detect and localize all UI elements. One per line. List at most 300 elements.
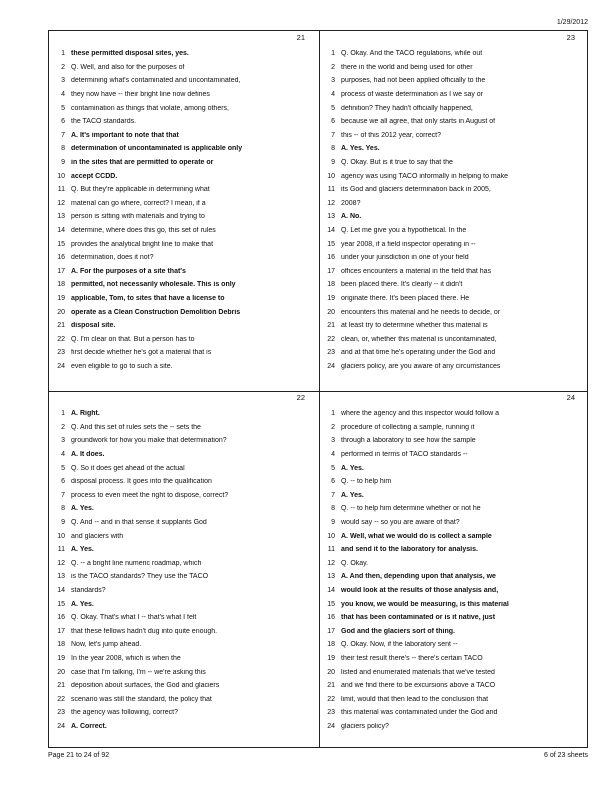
line-number: 8 xyxy=(331,145,335,153)
line-text: clean, or, whether this material is uncontaminated, xyxy=(341,335,497,343)
line-number: 20 xyxy=(327,668,335,676)
line-number: 18 xyxy=(57,641,65,649)
line-text: Q. But they're applicable in determining what xyxy=(71,186,210,194)
line-text: they now have -- their bright line now defines xyxy=(71,91,210,99)
transcript-line xyxy=(49,169,319,183)
transcript-line xyxy=(319,570,589,584)
transcript-line xyxy=(49,557,319,571)
transcript-line xyxy=(49,461,319,475)
line-number: 9 xyxy=(331,159,335,167)
transcript-line xyxy=(49,516,319,530)
line-text: through a laboratory to see how the sample xyxy=(341,437,476,445)
line-number: 18 xyxy=(327,281,335,289)
transcript-line xyxy=(49,570,319,584)
line-text: determination of uncontaminated is applicable only xyxy=(71,145,243,153)
line-text: glaciers policy, are you aware of any circumstances xyxy=(341,362,501,370)
transcript-line xyxy=(319,101,589,115)
transcript-line xyxy=(319,638,589,652)
line-number: 24 xyxy=(327,722,335,730)
line-text: listed and enumerated materials that we've tested xyxy=(341,668,495,676)
line-text: been placed there. It's clearly -- it didn't xyxy=(341,281,463,289)
transcript-line xyxy=(319,529,589,543)
line-text: the agency was following, correct? xyxy=(71,709,178,717)
transcript-line xyxy=(319,210,589,224)
line-number: 1 xyxy=(331,50,335,58)
line-number: 22 xyxy=(327,335,335,343)
line-number: 19 xyxy=(57,294,65,302)
line-text: you know, we would be measuring, is this material xyxy=(341,600,509,608)
transcript-line xyxy=(49,224,319,238)
line-number: 16 xyxy=(57,614,65,622)
line-number: 14 xyxy=(327,227,335,235)
line-number: 5 xyxy=(331,464,335,472)
transcript-line xyxy=(319,597,589,611)
line-text: process of waste determination as I we say or xyxy=(341,91,484,99)
transcript-line xyxy=(319,360,589,374)
transcript-line xyxy=(319,129,589,143)
transcript-line xyxy=(319,88,589,102)
transcript-line xyxy=(49,625,319,639)
transcript-line xyxy=(319,706,589,720)
line-text: disposal site. xyxy=(71,322,116,330)
footer-page-range: Page 21 to 24 of 92 xyxy=(48,752,110,759)
transcript-line xyxy=(49,210,319,224)
transcript-line xyxy=(319,434,589,448)
line-number: 12 xyxy=(57,199,65,207)
line-text: because we all agree, that only starts in August of xyxy=(341,118,496,126)
transcript-line xyxy=(49,88,319,102)
line-number: 4 xyxy=(331,451,335,459)
line-number: 22 xyxy=(57,695,65,703)
line-text: A. Correct. xyxy=(71,722,107,730)
transcript-line xyxy=(49,448,319,462)
transcript-line xyxy=(319,611,589,625)
line-number: 23 xyxy=(327,349,335,357)
line-text: and send it to the laboratory for analysis. xyxy=(341,546,478,554)
line-number: 23 xyxy=(57,709,65,717)
line-number: 11 xyxy=(327,546,335,554)
transcript-line xyxy=(319,319,589,333)
transcript-line xyxy=(319,197,589,211)
line-text: the TACO standards. xyxy=(71,118,137,126)
transcript-line xyxy=(319,169,589,183)
line-text: this material was contaminated under the God and xyxy=(341,709,498,717)
line-text: A. Well, what we would do is collect a sample xyxy=(341,532,492,540)
line-number: 10 xyxy=(57,532,65,540)
line-text: standards? xyxy=(71,587,106,595)
transcript-line xyxy=(49,692,319,706)
transcript-line xyxy=(49,292,319,306)
line-number: 24 xyxy=(327,362,335,370)
line-text: at least try to determine whether this material is xyxy=(341,322,488,330)
line-number: 8 xyxy=(61,145,65,153)
line-number: 16 xyxy=(327,614,335,622)
line-text: Q. Okay. xyxy=(341,559,369,567)
line-number: 19 xyxy=(327,654,335,662)
line-number: 16 xyxy=(57,254,65,262)
line-text: Now, let's jump ahead. xyxy=(71,641,142,649)
transcript-line xyxy=(49,706,319,720)
line-text: and glaciers with xyxy=(71,532,124,540)
transcript-line xyxy=(49,679,319,693)
line-number: 14 xyxy=(327,587,335,595)
transcript-line xyxy=(319,251,589,265)
line-number: 13 xyxy=(57,573,65,581)
line-text: 2008? xyxy=(341,199,361,207)
line-text: would look at the results of those analysis and, xyxy=(341,587,499,595)
line-text: these permitted disposal sites, yes. xyxy=(71,50,189,58)
transcript-line xyxy=(49,305,319,319)
line-text: A. Yes. xyxy=(71,546,94,554)
line-text: Q. Okay. That's what I -- that's what I felt xyxy=(71,614,197,622)
transcript-line xyxy=(49,251,319,265)
line-number: 7 xyxy=(331,491,335,499)
line-number: 6 xyxy=(331,478,335,486)
page-23 xyxy=(319,31,589,391)
transcript-line xyxy=(319,115,589,129)
line-number: 3 xyxy=(61,437,65,445)
line-text: encounters this material and he needs to decide, or xyxy=(341,308,501,316)
line-number: 16 xyxy=(327,254,335,262)
line-number: 1 xyxy=(331,410,335,418)
transcript-line xyxy=(49,407,319,421)
line-number: 7 xyxy=(61,491,65,499)
line-text: In the year 2008, which is when the xyxy=(71,654,181,662)
line-number: 21 xyxy=(57,322,65,330)
line-number: 12 xyxy=(327,199,335,207)
line-number: 1 xyxy=(61,50,65,58)
page-lines xyxy=(49,47,319,373)
line-number: 2 xyxy=(331,423,335,431)
transcript-line xyxy=(49,319,319,333)
line-number: 11 xyxy=(57,546,65,554)
line-text: would say -- so you are aware of that? xyxy=(341,519,460,527)
line-text: their test result there's -- there's certain TACO xyxy=(341,654,483,662)
transcript-line xyxy=(49,129,319,143)
line-number: 2 xyxy=(331,63,335,71)
transcript-line xyxy=(49,278,319,292)
line-number: 2 xyxy=(61,423,65,431)
transcript-line xyxy=(49,197,319,211)
line-number: 10 xyxy=(327,532,335,540)
line-text: that these fellows hadn't dug into quite enough. xyxy=(71,627,218,635)
footer-sheet-count: 6 of 23 sheets xyxy=(544,752,588,759)
transcript-line xyxy=(49,421,319,435)
line-number: 17 xyxy=(327,627,335,635)
line-text: material can go where, correct? I mean, if a xyxy=(71,199,206,207)
line-number: 24 xyxy=(57,362,65,370)
transcript-line xyxy=(49,183,319,197)
transcript-line xyxy=(319,584,589,598)
transcript-line xyxy=(319,74,589,88)
line-number: 3 xyxy=(331,437,335,445)
line-text: performed in terms of TACO standards -- xyxy=(341,451,468,459)
line-text: Q. -- to help him determine whether or not he xyxy=(341,505,481,513)
transcript-line xyxy=(49,475,319,489)
page-lines xyxy=(319,47,589,373)
line-number: 7 xyxy=(331,131,335,139)
line-text: determination, does it not? xyxy=(71,254,154,262)
transcript-line xyxy=(49,611,319,625)
line-number: 11 xyxy=(327,186,335,194)
transcript-line xyxy=(319,679,589,693)
line-number: 4 xyxy=(61,91,65,99)
line-number: 3 xyxy=(61,77,65,85)
transcript-line xyxy=(319,292,589,306)
line-number: 2 xyxy=(61,63,65,71)
line-number: 9 xyxy=(61,159,65,167)
line-text: first decide whether he's got a material that is xyxy=(71,349,212,357)
transcript-line xyxy=(319,502,589,516)
transcript-line xyxy=(49,360,319,374)
line-text: Q. Okay. Now, if the laboratory sent -- xyxy=(341,641,458,649)
transcript-line xyxy=(49,101,319,115)
line-number: 15 xyxy=(57,600,65,608)
line-number: 5 xyxy=(61,104,65,112)
transcript-line xyxy=(49,543,319,557)
line-text: A. And then, depending upon that analysis, we xyxy=(341,573,496,581)
line-number: 17 xyxy=(57,267,65,275)
transcript-line xyxy=(319,665,589,679)
line-text: Q. And -- and in that sense it supplants God xyxy=(71,519,207,527)
line-number: 19 xyxy=(327,294,335,302)
line-text: A. It does. xyxy=(71,451,105,459)
line-text: Q. Okay. And the TACO regulations, while out xyxy=(341,50,483,58)
transcript-line xyxy=(319,305,589,319)
line-text: God and the glaciers sort of thing. xyxy=(341,627,455,635)
line-number: 17 xyxy=(327,267,335,275)
transcript-line xyxy=(49,47,319,61)
line-text: A. Yes. xyxy=(341,464,364,472)
line-number: 14 xyxy=(57,587,65,595)
line-text: case that I'm talking, I'm -- we're asking this xyxy=(71,668,206,676)
line-number: 13 xyxy=(57,213,65,221)
transcript-line xyxy=(319,625,589,639)
line-text: permitted, not necessarily wholesale. This is only xyxy=(71,281,236,289)
line-text: accept CCDD. xyxy=(71,172,118,180)
line-text: groundwork for how you make that determination? xyxy=(71,437,227,445)
transcript-line xyxy=(319,278,589,292)
transcript-line xyxy=(49,115,319,129)
transcript-line xyxy=(319,47,589,61)
line-text: this -- of this 2012 year, correct? xyxy=(341,131,441,139)
transcript-line xyxy=(319,652,589,666)
line-text: process to even meet the right to dispose, correct? xyxy=(71,491,229,499)
line-number: 18 xyxy=(57,281,65,289)
line-number: 14 xyxy=(57,227,65,235)
line-text: Q. Okay. But is it true to say that the xyxy=(341,159,453,167)
transcript-line xyxy=(319,346,589,360)
page-number: 24 xyxy=(566,393,575,402)
line-text: Q. -- a bright line numeric roadmap, which xyxy=(71,559,202,567)
line-text: originate there. It's been placed there. He xyxy=(341,294,470,302)
transcript-line xyxy=(319,421,589,435)
transcript-line xyxy=(49,74,319,88)
line-text: Q. -- to help him xyxy=(341,478,392,486)
line-text: A. Yes. xyxy=(341,491,364,499)
line-text: Q. And this set of rules sets the -- sets the xyxy=(71,423,201,431)
line-text: offices encounters a material in the field that has xyxy=(341,267,492,275)
line-number: 8 xyxy=(61,505,65,513)
line-number: 4 xyxy=(331,91,335,99)
line-text: and we find there to be excursions above a TACO xyxy=(341,682,496,690)
transcript-sheet xyxy=(48,30,588,748)
page-22 xyxy=(49,391,319,751)
line-number: 13 xyxy=(327,573,335,581)
transcript-line xyxy=(319,407,589,421)
line-number: 13 xyxy=(327,213,335,221)
transcript-line xyxy=(49,237,319,251)
line-number: 12 xyxy=(57,559,65,567)
line-text: in the sites that are permitted to operate or xyxy=(71,159,214,167)
transcript-line xyxy=(49,597,319,611)
page-lines xyxy=(49,407,319,733)
transcript-line xyxy=(319,475,589,489)
line-number: 5 xyxy=(331,104,335,112)
line-text: where the agency and this inspector would follow a xyxy=(341,410,499,418)
transcript-line xyxy=(49,156,319,170)
transcript-line xyxy=(49,665,319,679)
line-number: 4 xyxy=(61,451,65,459)
line-text: provides the analytical bright line to make that xyxy=(71,240,214,248)
transcript-line xyxy=(49,720,319,734)
line-text: Q. Well, and also for the purposes of xyxy=(71,63,185,71)
line-number: 1 xyxy=(61,410,65,418)
line-number: 20 xyxy=(57,308,65,316)
transcript-line xyxy=(49,434,319,448)
line-text: A. Yes. Yes. xyxy=(341,145,380,153)
line-text: purposes, had not been applied officially to the xyxy=(341,77,486,85)
line-number: 11 xyxy=(57,186,65,194)
line-number: 21 xyxy=(327,322,335,330)
line-text: under your jurisdiction in one of your field xyxy=(341,254,469,262)
transcript-line xyxy=(319,720,589,734)
line-text: applicable, Tom, to sites that have a license to xyxy=(71,294,225,302)
line-number: 19 xyxy=(57,654,65,662)
transcript-line xyxy=(49,61,319,75)
transcript-line xyxy=(319,461,589,475)
line-number: 6 xyxy=(61,118,65,126)
line-number: 8 xyxy=(331,505,335,513)
line-number: 22 xyxy=(327,695,335,703)
line-number: 9 xyxy=(61,519,65,527)
line-text: A. It's important to note that that xyxy=(71,131,179,139)
transcript-line xyxy=(319,265,589,279)
line-text: procedure of collecting a sample, running it xyxy=(341,423,475,431)
page-21 xyxy=(49,31,319,391)
transcript-line xyxy=(49,502,319,516)
line-text: Q. Let me give you a hypothetical. In the xyxy=(341,227,467,235)
page-number: 22 xyxy=(296,393,305,402)
transcript-line xyxy=(49,584,319,598)
transcript-line xyxy=(319,516,589,530)
transcript-line xyxy=(49,638,319,652)
line-text: Q. So it does get ahead of the actual xyxy=(71,464,185,472)
line-number: 23 xyxy=(57,349,65,357)
line-text: limit, would that then lead to the conclusion that xyxy=(341,695,489,703)
line-text: scenario was still the standard, the policy that xyxy=(71,695,212,703)
line-number: 21 xyxy=(327,682,335,690)
line-text: determine, where does this go, this set of rules xyxy=(71,227,216,235)
transcript-line xyxy=(319,142,589,156)
line-text: even eligible to go to such a site. xyxy=(71,362,173,370)
line-number: 20 xyxy=(327,308,335,316)
line-number: 24 xyxy=(57,722,65,730)
transcript-line xyxy=(319,224,589,238)
line-text: glaciers policy? xyxy=(341,722,389,730)
line-number: 23 xyxy=(327,709,335,717)
line-text: and at that time he's operating under the God and xyxy=(341,349,496,357)
line-number: 15 xyxy=(57,240,65,248)
line-number: 12 xyxy=(327,559,335,567)
line-text: is the TACO standards? They use the TACO xyxy=(71,573,209,581)
line-number: 10 xyxy=(327,172,335,180)
page-number: 23 xyxy=(566,33,575,42)
line-number: 3 xyxy=(331,77,335,85)
transcript-line xyxy=(319,156,589,170)
line-text: operate as a Clean Construction Demolition Debris xyxy=(71,308,241,316)
line-text: its God and glaciers determination back in 2005, xyxy=(341,186,491,194)
transcript-line xyxy=(319,237,589,251)
line-number: 22 xyxy=(57,335,65,343)
line-text: deposition about surfaces, the God and glaciers xyxy=(71,682,220,690)
line-number: 15 xyxy=(327,240,335,248)
transcript-line xyxy=(319,332,589,346)
transcript-line xyxy=(49,265,319,279)
page-lines xyxy=(319,407,589,733)
line-text: determining what's contaminated and uncontaminated, xyxy=(71,77,241,85)
line-number: 10 xyxy=(57,172,65,180)
transcript-line xyxy=(49,529,319,543)
header-date: 1/29/2012 xyxy=(556,19,588,26)
transcript-line xyxy=(319,61,589,75)
line-text: A. For the purposes of a site that's xyxy=(71,267,186,275)
transcript-line xyxy=(49,346,319,360)
line-text: that has been contaminated or is it native, just xyxy=(341,614,496,622)
line-number: 9 xyxy=(331,519,335,527)
line-text: definition? They hadn't officially happened, xyxy=(341,104,473,112)
transcript-line xyxy=(49,142,319,156)
line-text: A. No. xyxy=(341,213,362,221)
transcript-line xyxy=(49,332,319,346)
transcript-line xyxy=(319,543,589,557)
transcript-line xyxy=(319,557,589,571)
line-text: A. Right. xyxy=(71,410,100,418)
line-number: 15 xyxy=(327,600,335,608)
line-number: 21 xyxy=(57,682,65,690)
transcript-line xyxy=(319,183,589,197)
page-24 xyxy=(319,391,589,751)
transcript-line xyxy=(49,489,319,503)
line-number: 17 xyxy=(57,627,65,635)
transcript-line xyxy=(319,448,589,462)
line-number: 7 xyxy=(61,131,65,139)
line-text: person is sitting with materials and trying to xyxy=(71,213,205,221)
line-text: A. Yes. xyxy=(71,505,94,513)
line-text: there in the world and being used for other xyxy=(341,63,473,71)
line-number: 6 xyxy=(61,478,65,486)
line-number: 5 xyxy=(61,464,65,472)
line-text: disposal process. It goes into the qualification xyxy=(71,478,212,486)
line-text: A. Yes. xyxy=(71,600,94,608)
page-number: 21 xyxy=(296,33,305,42)
transcript-line xyxy=(319,692,589,706)
transcript-line xyxy=(49,652,319,666)
transcript-line xyxy=(319,489,589,503)
line-text: contamination as things that violate, among others, xyxy=(71,104,229,112)
line-text: agency was using TACO informally in helping to make xyxy=(341,172,509,180)
line-text: year 2008, if a field inspector operating in -- xyxy=(341,240,476,248)
